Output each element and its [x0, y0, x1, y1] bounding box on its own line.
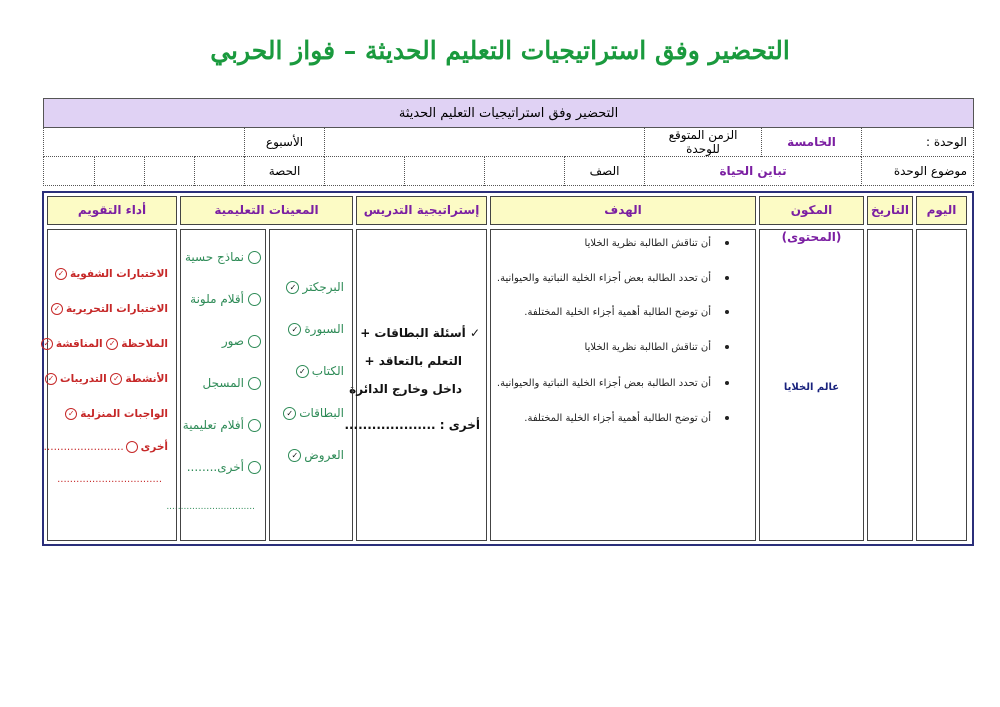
radio-icon [248, 419, 261, 432]
duration-label: الزمن المتوقع للوحدة [645, 128, 762, 157]
col-header-evaluation: أداء التقويم [47, 196, 177, 225]
radio-icon [248, 293, 261, 306]
col-header-date: التاريخ [867, 196, 913, 225]
class-value-1[interactable] [485, 157, 565, 186]
resource-item[interactable]: أفلام تعليمية [183, 418, 261, 432]
checkbox-icon: ✓ [296, 365, 309, 378]
goal-item: أن توضح الطالبة أهمية أجزاء الخلية المختلفة. [524, 307, 729, 318]
date-cell[interactable] [867, 229, 913, 541]
unit-label: الوحدة : [862, 128, 974, 157]
evaluation-cell [43, 229, 177, 541]
tool-item[interactable]: البرجكتر✓ [286, 280, 344, 294]
bullet-icon [725, 241, 729, 245]
tool-item[interactable]: العروض✓ [288, 448, 344, 462]
topic-label: موضوع الوحدة [862, 157, 974, 186]
col-header-strategy: إستراتيجية التدريس [356, 196, 487, 225]
radio-icon [248, 377, 261, 390]
duration-value[interactable] [325, 128, 645, 157]
goal-item: أن تناقش الطالبة نظرية الخلايا [585, 238, 729, 249]
resource-item[interactable]: المسجل [203, 376, 261, 390]
goal-item: أن تحدد الطالبة بعض أجزاء الخلية النباتية والحيوانية. [497, 273, 729, 284]
check-icon: ✓ [469, 326, 480, 340]
class-value-2[interactable] [405, 157, 485, 186]
page-title: التحضير وفق استراتيجيات التعليم الحديثة – فواز الحربي [210, 36, 790, 65]
col-header-day: اليوم [916, 196, 967, 225]
lesson-grid [42, 191, 974, 546]
week-label: الأسبوع [245, 128, 325, 157]
bullet-icon [725, 381, 729, 385]
strategy-other: أخرى : .................... [344, 418, 480, 432]
resource-item[interactable]: نماذج حسية [185, 250, 261, 264]
radio-icon [248, 335, 261, 348]
tool-item[interactable]: الكتاب✓ [296, 364, 344, 378]
checkbox-icon: ✓ [45, 373, 57, 385]
period-label: الحصة [245, 157, 325, 186]
radio-icon [126, 441, 138, 453]
goal-item: أن تحدد الطالبة بعض أجزاء الخلية النباتية والحيوانية. [497, 378, 729, 389]
tools-cell [269, 229, 353, 541]
goal-item: أن تناقش الطالبة نظرية الخلايا [585, 342, 729, 353]
topic-value: تباين الحياة [645, 157, 862, 186]
checkbox-icon: ✓ [110, 373, 122, 385]
eval-observation[interactable]: الملاحظة✓ المناقشة✓ [41, 338, 168, 350]
checkbox-icon: ✓ [106, 338, 118, 350]
checkbox-icon: ✓ [288, 323, 301, 336]
eval-written[interactable]: الاختبارات التحريرية✓ [51, 303, 168, 315]
checkbox-icon: ✓ [41, 338, 53, 350]
resource-dots: ............................... [166, 502, 255, 512]
period-cell-3[interactable] [95, 157, 145, 186]
header-table [43, 98, 974, 186]
period-cell-4[interactable] [44, 157, 95, 186]
eval-homework[interactable]: الواجبات المنزلية✓ [65, 408, 168, 420]
bullet-icon [725, 345, 729, 349]
period-cell-1[interactable] [195, 157, 245, 186]
checkbox-icon: ✓ [65, 408, 77, 420]
period-cell-2[interactable] [145, 157, 195, 186]
content-value: عالم الخلايا [783, 382, 840, 393]
header-banner: التحضير وفق استراتيجيات التعليم الحديثة [44, 99, 974, 128]
checkbox-icon: ✓ [55, 268, 67, 280]
week-value[interactable] [44, 128, 245, 157]
checkbox-icon: ✓ [288, 449, 301, 462]
content-cell [759, 229, 864, 541]
class-value-3[interactable] [325, 157, 405, 186]
unit-value: الخامسة [762, 128, 862, 157]
resource-item[interactable]: صور [222, 334, 261, 348]
eval-activities[interactable]: الأنشطة✓ التدريبات✓ [45, 373, 168, 385]
col-header-goal: الهدف [490, 196, 756, 225]
tool-item[interactable]: البطاقات✓ [283, 406, 344, 420]
goal-item: أن توضح الطالبة أهمية أجزاء الخلية المختلفة. [524, 413, 729, 424]
strategy-line-2: التعلم بالتعاقد + [364, 354, 462, 368]
col-header-content: المكون (المحتوى) [759, 196, 864, 225]
checkbox-icon: ✓ [283, 407, 296, 420]
bullet-icon [725, 310, 729, 314]
eval-other[interactable]: أخرى........................ [43, 441, 168, 453]
resource-item[interactable]: أقلام ملونة [190, 292, 261, 306]
checkbox-icon: ✓ [286, 281, 299, 294]
radio-icon [248, 461, 261, 474]
resource-item[interactable]: أخرى........ [187, 460, 261, 474]
resources-cell [166, 229, 266, 541]
eval-dots: ................................. [57, 474, 162, 485]
eval-oral[interactable]: الاختبارات الشفوية✓ [55, 268, 168, 280]
radio-icon [248, 251, 261, 264]
strategy-cell [344, 229, 487, 541]
strategy-line-3: داخل وخارج الدائرة [349, 382, 462, 396]
bullet-icon [725, 276, 729, 280]
day-cell[interactable] [916, 229, 967, 541]
bullet-icon [725, 416, 729, 420]
checkbox-icon: ✓ [51, 303, 63, 315]
goal-cell [490, 229, 756, 541]
tool-item[interactable]: السبورة✓ [288, 322, 344, 336]
col-header-resources: المعينات التعليمية [180, 196, 353, 225]
class-label: الصف [565, 157, 645, 186]
strategy-line-1: ✓ أسئلة البطاقات + [360, 326, 480, 340]
